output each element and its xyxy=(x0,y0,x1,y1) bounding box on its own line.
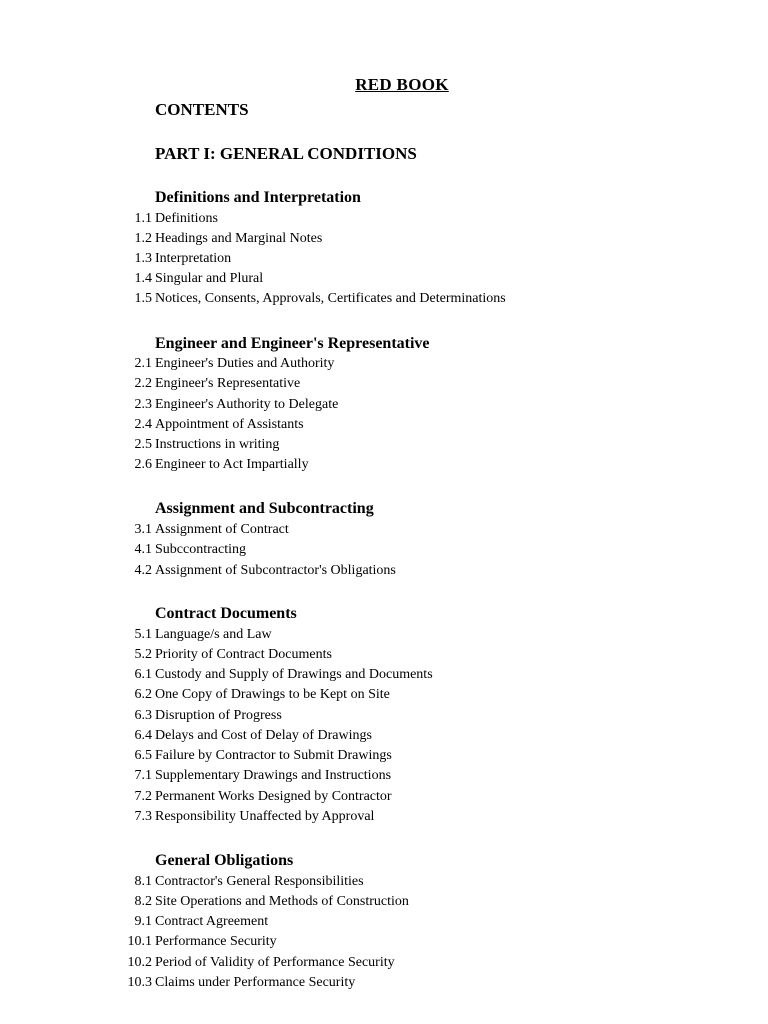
toc-entry[interactable] xyxy=(0,435,768,455)
section-heading-contract-documents: Contract Documents xyxy=(155,605,297,622)
entry-number: 5.2 xyxy=(134,647,152,662)
toc-entry[interactable] xyxy=(0,249,768,269)
contents-heading: CONTENTS xyxy=(155,100,249,119)
entry-title: Delays and Cost of Delay of Drawings xyxy=(155,728,372,743)
entry-title: Notices, Consents, Approvals, Certificates and Determinations xyxy=(155,291,506,306)
entry-title: Assignment of Contract xyxy=(155,522,289,537)
toc-entry[interactable] xyxy=(0,932,768,952)
toc-entry[interactable] xyxy=(0,540,768,560)
toc-entry[interactable] xyxy=(0,973,768,993)
entry-title: One Copy of Drawings to be Kept on Site xyxy=(155,687,390,702)
entry-number: 8.2 xyxy=(134,894,152,909)
part-heading: PART I: GENERAL CONDITIONS xyxy=(155,144,417,163)
entry-title: Site Operations and Methods of Construction xyxy=(155,894,409,909)
toc-entry[interactable] xyxy=(0,746,768,766)
section-heading-engineer: Engineer and Engineer's Representative xyxy=(155,335,430,352)
entry-title: Subccontracting xyxy=(155,542,246,557)
entry-title: Engineer's Representative xyxy=(155,376,301,391)
toc-entry[interactable] xyxy=(0,787,768,807)
entry-number: 6.1 xyxy=(134,667,152,682)
toc-entry[interactable] xyxy=(0,685,768,705)
toc-entry[interactable] xyxy=(0,520,768,540)
toc-entry[interactable] xyxy=(0,665,768,685)
entry-number: 1.2 xyxy=(134,231,152,246)
toc-entry[interactable] xyxy=(0,415,768,435)
toc-entry[interactable] xyxy=(0,807,768,827)
entry-number: 10.2 xyxy=(127,955,152,970)
entry-title: Period of Validity of Performance Security xyxy=(155,955,395,970)
toc-entry[interactable] xyxy=(0,645,768,665)
entry-number: 10.1 xyxy=(127,934,152,949)
toc-entry[interactable] xyxy=(0,953,768,973)
document-title: RED BOOK xyxy=(355,75,449,94)
entry-number: 7.2 xyxy=(134,789,152,804)
toc-entry[interactable] xyxy=(0,561,768,581)
entry-title: Engineer to Act Impartially xyxy=(155,457,309,472)
entry-number: 2.5 xyxy=(134,437,152,452)
toc-entry[interactable] xyxy=(0,726,768,746)
entry-title: Instructions in writing xyxy=(155,437,280,452)
entry-title: Failure by Contractor to Submit Drawings xyxy=(155,748,392,763)
toc-entry[interactable] xyxy=(0,209,768,229)
toc-entry[interactable] xyxy=(0,872,768,892)
entry-number: 2.1 xyxy=(134,356,152,371)
entry-title: Priority of Contract Documents xyxy=(155,647,332,662)
entry-number: 1.1 xyxy=(134,211,152,226)
entry-title: Language/s and Law xyxy=(155,627,272,642)
entry-number: 2.2 xyxy=(134,376,152,391)
toc-entry[interactable] xyxy=(0,912,768,932)
entry-number: 8.1 xyxy=(134,874,152,889)
entry-number: 6.4 xyxy=(134,728,152,743)
entry-title: Contractor's General Responsibilities xyxy=(155,874,364,889)
entry-title: Permanent Works Designed by Contractor xyxy=(155,789,392,804)
entry-title: Singular and Plural xyxy=(155,271,264,286)
toc-entry[interactable] xyxy=(0,395,768,415)
entry-title: Assignment of Subcontractor's Obligations xyxy=(155,563,396,578)
entry-number: 1.5 xyxy=(134,291,152,306)
toc-entry[interactable] xyxy=(0,455,768,475)
entry-title: Claims under Performance Security xyxy=(155,975,356,990)
toc-entry[interactable] xyxy=(0,766,768,786)
entry-title: Engineer's Authority to Delegate xyxy=(155,397,339,412)
toc-entry[interactable] xyxy=(0,269,768,289)
entry-number: 6.3 xyxy=(134,708,152,723)
entry-title: Supplementary Drawings and Instructions xyxy=(155,768,392,783)
entry-title: Interpretation xyxy=(155,251,232,266)
entry-number: 10.3 xyxy=(127,975,152,990)
entry-title: Headings and Marginal Notes xyxy=(155,231,323,246)
entry-title: Performance Security xyxy=(155,934,277,949)
entry-number: 2.6 xyxy=(134,457,152,472)
entry-number: 6.2 xyxy=(134,687,152,702)
entry-title: Appointment of Assistants xyxy=(155,417,304,432)
entry-title: Disruption of Progress xyxy=(155,708,282,723)
entry-number: 3.1 xyxy=(134,522,152,537)
section-heading-definitions: Definitions and Interpretation xyxy=(155,189,361,206)
entry-number: 6.5 xyxy=(134,748,152,763)
entry-number: 2.4 xyxy=(134,417,152,432)
entry-number: 7.3 xyxy=(134,809,152,824)
entry-number: 1.3 xyxy=(134,251,152,266)
toc-entry[interactable] xyxy=(0,625,768,645)
entry-number: 4.2 xyxy=(134,563,152,578)
entry-title: Definitions xyxy=(155,211,218,226)
toc-entry[interactable] xyxy=(0,229,768,249)
entry-title: Responsibility Unaffected by Approval xyxy=(155,809,375,824)
entry-number: 9.1 xyxy=(134,914,152,929)
entry-title: Engineer's Duties and Authority xyxy=(155,356,335,371)
entry-number: 5.1 xyxy=(134,627,152,642)
toc-entry[interactable] xyxy=(0,289,768,309)
toc-entry[interactable] xyxy=(0,706,768,726)
entry-number: 4.1 xyxy=(134,542,152,557)
toc-entry[interactable] xyxy=(0,374,768,394)
toc-entry[interactable] xyxy=(0,892,768,912)
entry-number: 7.1 xyxy=(134,768,152,783)
toc-entry[interactable] xyxy=(0,354,768,374)
entry-title: Custody and Supply of Drawings and Documents xyxy=(155,667,433,682)
section-heading-assignment: Assignment and Subcontracting xyxy=(155,500,374,517)
section-heading-general-obligations: General Obligations xyxy=(155,852,294,869)
entry-number: 2.3 xyxy=(134,397,152,412)
entry-title: Contract Agreement xyxy=(155,914,269,929)
entry-number: 1.4 xyxy=(134,271,152,286)
